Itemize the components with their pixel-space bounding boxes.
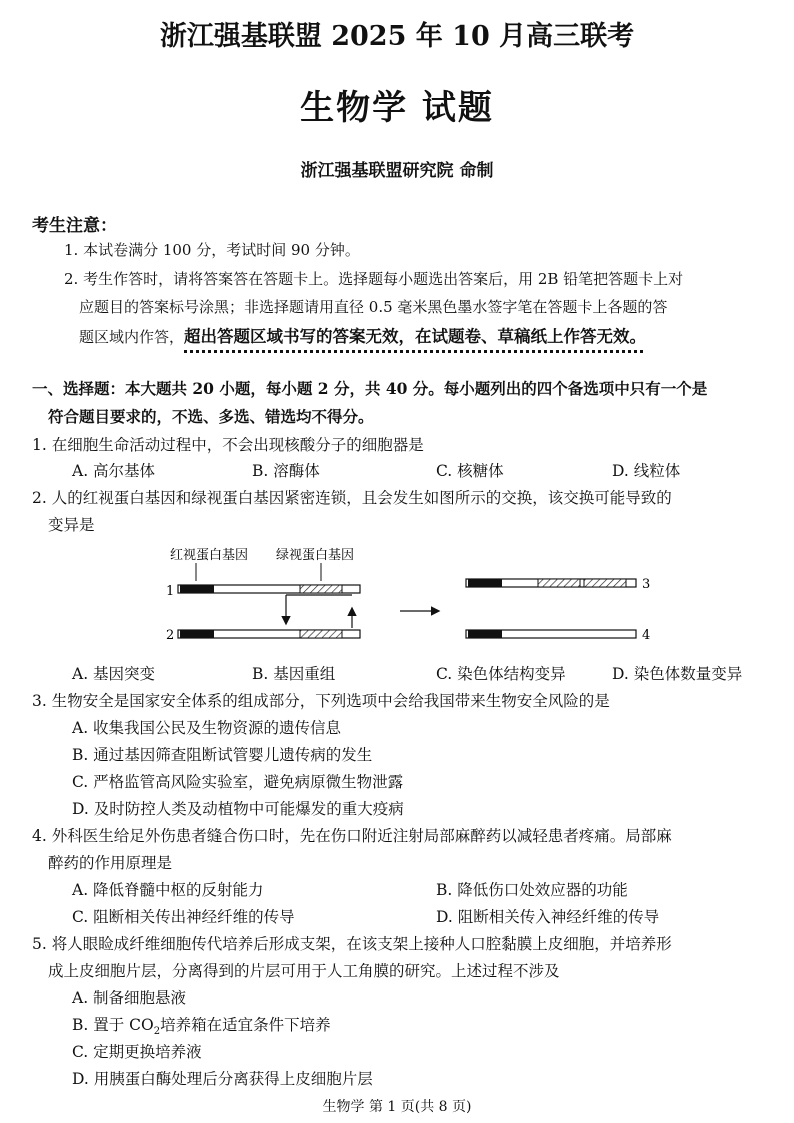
q5-option-c: C. 定期更换培养液 [72, 1043, 202, 1061]
q5-option-b-subscript: 2 [153, 1026, 161, 1038]
q4-option-c: C. 阻断相关传出神经纤维的传导 [72, 908, 295, 926]
q3-option-b: B. 通过基因筛查阻断试管婴儿遗传病的发生 [72, 746, 373, 764]
q5-option-b [72, 1013, 331, 1037]
chromosome-1-green-gene [300, 585, 342, 593]
q5-option-a: A. 制备细胞悬液 [72, 989, 187, 1007]
q3-stem: 3. 生物安全是国家安全体系的组成部分，下列选项中会给我国带来生物安全风险的是 [32, 692, 610, 710]
q5-option-b-post: 培养箱在适宜条件下培养 [160, 1016, 331, 1034]
q3-option-d: D. 及时防控人类及动植物中可能爆发的重大疫病 [72, 800, 404, 818]
chromosome-3-number: 3 [642, 577, 651, 592]
section-heading-line-2: 符合题目要求的，不选、多选、错选均不得分。 [48, 407, 374, 426]
chromosome-2-red-gene [180, 630, 214, 638]
chromosome-2-green-gene [300, 630, 342, 638]
notice-heading: 考生注意： [32, 216, 117, 236]
q2-option-c: C. 染色体结构变异 [436, 665, 566, 683]
q5-stem-line-2: 成上皮细胞片层，分离得到的片层可用于人工角膜的研究。上述过程不涉及 [48, 962, 560, 980]
chromosome-3-red-gene [468, 579, 502, 587]
q4-stem-line-1: 4. 外科医生给足外伤患者缝合伤口时，先在伤口附近注射局部麻醉药以减轻患者疼痛。局部麻 [32, 827, 672, 845]
q1-stem: 1. 在细胞生命活动过程中，不会出现核酸分子的细胞器是 [32, 436, 424, 454]
exam-title: 浙江强基联盟 2025 年 10 月高三联考 [159, 21, 635, 52]
chromosome-3-green-gene-1 [538, 579, 580, 587]
q1-option-a: A. 高尔基体 [72, 462, 156, 480]
section-heading-line-1: 一、选择题：本大题共 20 小题，每小题 2 分，共 40 分。每小题列出的四个备选项中只有一个是 [32, 379, 708, 398]
q5-option-b-pre: B. 置于 CO [72, 1016, 154, 1034]
notice-line-3: 应题目的答案标号涂黑；非选择题请用直径 0.5 毫米黑色墨水签字笔在答题卡上各题的答 [79, 298, 668, 316]
q3-option-a: A. 收集我国公民及生物资源的遗传信息 [72, 719, 342, 737]
q3-option-c: C. 严格监管高风险实验室，避免病原微生物泄露 [72, 773, 404, 791]
q1-option-d: D. 线粒体 [612, 462, 681, 480]
q4-stem-line-2: 醉药的作用原理是 [48, 854, 173, 872]
q4-option-d: D. 阻断相关传入神经纤维的传导 [436, 908, 660, 926]
q2-option-a: A. 基因突变 [72, 665, 156, 683]
q2-option-b: B. 基因重组 [252, 665, 336, 683]
q5-stem-line-1: 5. 将人眼睑成纤维细胞传代培养后形成支架，在该支架上接种人口腔黏膜上皮细胞，并培养形 [32, 935, 672, 953]
red-opsin-gene-label: 红视蛋白基因 [170, 548, 249, 563]
q2-stem-line-2: 变异是 [48, 516, 95, 534]
q1-option-c: C. 核糖体 [436, 462, 504, 480]
chromosome-2-number: 2 [166, 628, 175, 643]
q4-option-a: A. 降低脊髓中枢的反射能力 [72, 881, 264, 899]
notice-line-4-plain: 题区域内作答， [79, 328, 185, 346]
chromosome-exchange-figure [0, 535, 794, 660]
notice-line-4 [79, 323, 646, 347]
chromosome-1-red-gene [180, 585, 214, 593]
notice-line-2: 2. 考生作答时，请将答案答在答题卡上。选择题每小题选出答案后，用 2B 铅笔把答题卡上对 [64, 270, 684, 288]
chromosome-1-number: 1 [166, 584, 175, 599]
notice-line-4-emphasis: 超出答题区域书写的答案无效，在试题卷、草稿纸上作答无效。 [184, 327, 647, 346]
chromosome-3-green-gene-2 [584, 579, 626, 587]
subject-title: 生物学 试题 [300, 88, 494, 128]
page-footer: 生物学 第 1 页(共 8 页) [322, 1099, 472, 1115]
chromosome-4-red-gene [468, 630, 502, 638]
green-opsin-gene-label: 绿视蛋白基因 [276, 548, 355, 563]
author-line: 浙江强基联盟研究院 命制 [300, 161, 494, 181]
q1-option-b: B. 溶酶体 [252, 462, 320, 480]
q4-option-b: B. 降低伤口处效应器的功能 [436, 881, 628, 899]
q2-stem-line-1: 2. 人的红视蛋白基因和绿视蛋白基因紧密连锁，且会发生如图所示的交换，该交换可能导致的 [32, 489, 672, 507]
notice-line-1: 1. 本试卷满分 100 分，考试时间 90 分钟。 [64, 241, 360, 259]
q5-option-d: D. 用胰蛋白酶处理后分离获得上皮细胞片层 [72, 1070, 373, 1088]
q2-option-d: D. 染色体数量变异 [612, 665, 743, 683]
chromosome-4-number: 4 [642, 628, 651, 643]
